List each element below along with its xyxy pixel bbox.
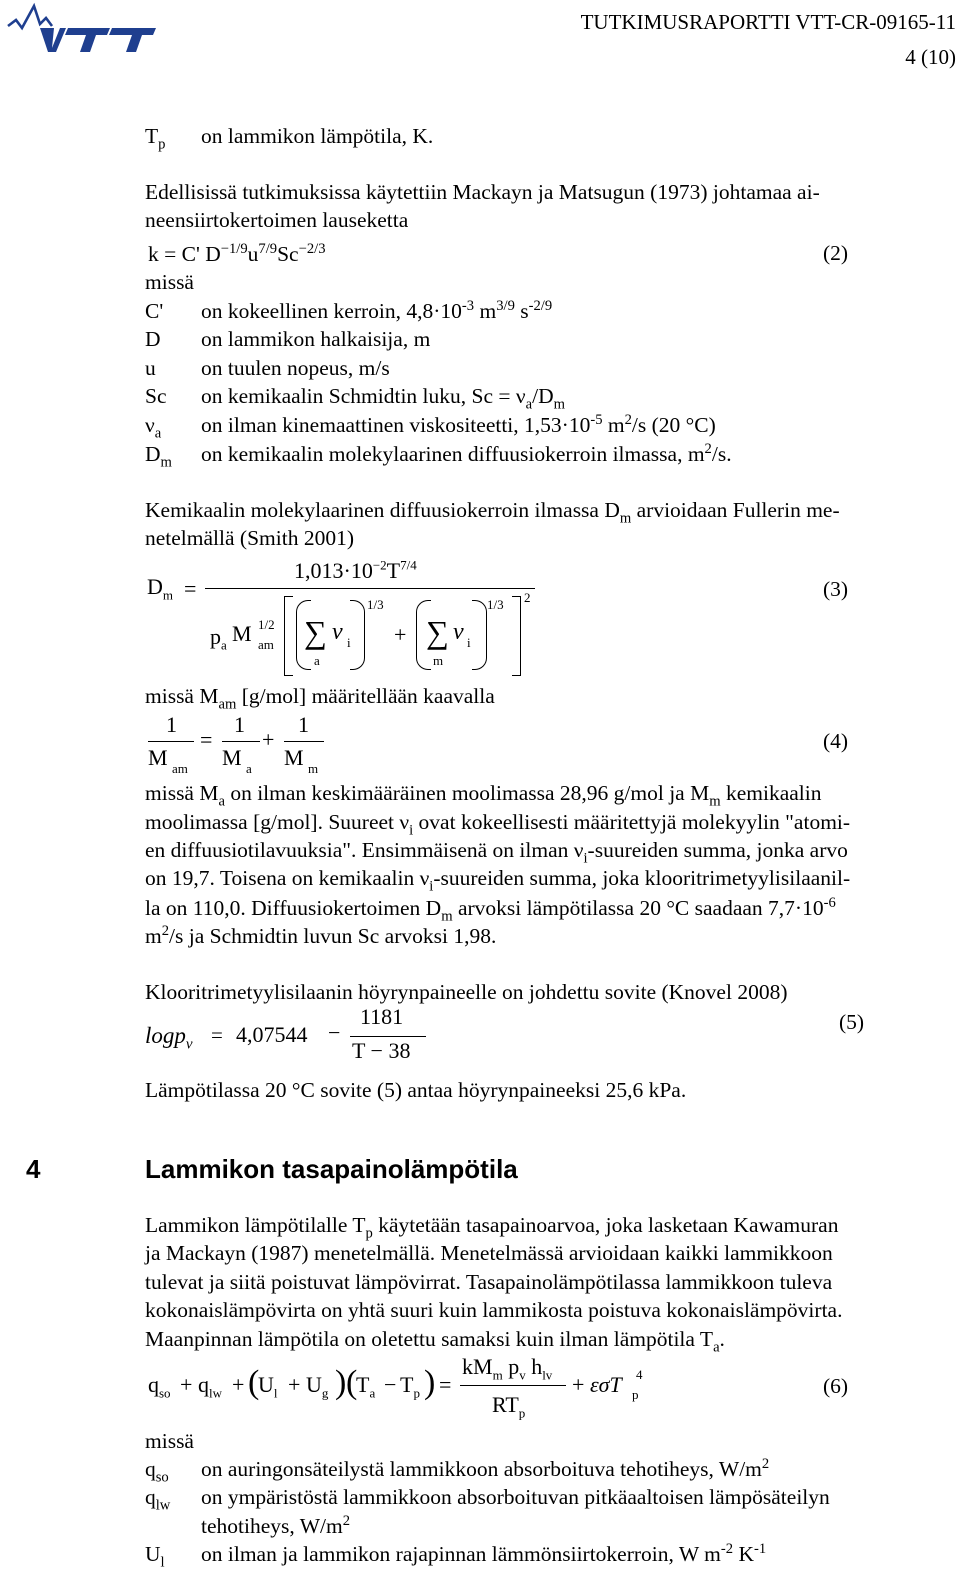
para4-line1: missä $M_a$ on ilman keskimääräinen moolimassa 28,96 g/mol ja $M_m$ kemikaalin	[145, 781, 822, 810]
para7-line5: Maanpinnan lämpötila on oletettu samaksi kuin ilman lämpötila $T_a$.	[145, 1327, 725, 1356]
para2-line2: netelmällä (Smith 2001)	[145, 526, 354, 550]
para3: missä $M_{am}$ [g/mol] määritellään kaavalla	[145, 684, 495, 713]
def-tp-text: on lammikon lämpötila, K.	[201, 124, 434, 148]
def-qlw-text-cont: tehotiheys, $W/m^2$	[201, 1512, 351, 1538]
def-sc-text: on kemikaalin Schmidtin luku, $Sc = \nu_a/D_m$	[201, 384, 565, 413]
equation-3-number: (3)	[823, 577, 849, 601]
para1-line2: neensiirtokertoimen lauseketta	[145, 208, 409, 232]
def-ul-text: on ilman ja lammikon rajapinnan lämmönsiirtokerroin, W $m^{-2}$ $K^{-1}$	[201, 1540, 767, 1566]
para2-line1: Kemikaalin molekylaarinen diffuusiokerroin ilmassa $D_m$ arvioidaan Fullerin me-	[145, 498, 840, 527]
report-id: TUTKIMUSRAPORTTI VTT-CR-09165-11	[580, 10, 956, 34]
para6: Lämpötilassa 20 °C sovite (5) antaa höyrynpaineeksi 25,6 kPa.	[145, 1078, 687, 1102]
section-number: 4	[26, 1154, 41, 1184]
where-label-2: missä	[145, 1429, 194, 1453]
def-c-text: on kokeellinen kerroin, $4,8\cdot 10^{-3}$ $m^{3/9}$ $s^{-2/9}$	[201, 297, 553, 323]
equation-2: k = C' $D^{-1/9}u^{7/9}Sc^{-2/3}$	[148, 240, 326, 266]
section-title: Lammikon tasapainolämpötila	[145, 1154, 518, 1184]
def-nua-symbol: $\nu_a$	[145, 413, 162, 442]
def-d-symbol: D	[145, 327, 161, 351]
def-c-symbol: C'	[145, 299, 164, 323]
def-qso-text: on auringonsäteilystä lammikkoon absorboituva tehotiheys, $W/m^2$	[201, 1455, 770, 1481]
def-dm-symbol: $D_m$	[145, 442, 172, 471]
def-u-text: on tuulen nopeus, m/s	[201, 356, 390, 380]
para5: Klooritrimetyylisilaanin höyrynpaineelle on johdettu sovite (Knovel 2008)	[145, 980, 788, 1004]
def-tp-symbol: $T_p$	[145, 124, 166, 153]
para4-line4: on 19,7. Toisena on kemikaalin $\nu_i$-suureiden summa, joka klooritrimetyylisilaanil-	[145, 866, 851, 895]
para4-line5: la on 110,0. Diffuusiokertoimen $D_m$ arvoksi lämpötilassa 20 °C saadaan $7,7\cdot 10^{-6}$	[145, 894, 836, 925]
def-nua-text: on ilman kinemaattinen viskositeetti, $1,53\cdot 10^{-5}$ $m^2/s$ (20 °C)	[201, 411, 716, 437]
def-qlw-text: on ympäristöstä lammikkoon absorboituvan pitkäaaltoisen lämpösäteilyn	[201, 1485, 830, 1509]
equation-6-number: (6)	[823, 1374, 849, 1398]
para1-line1: Edellisissä tutkimuksissa käytettiin Mackayn ja Matsugun (1973) johtamaa ai-	[145, 180, 820, 204]
vtt-logo	[6, 2, 158, 52]
para7-line1: Lammikon lämpötilalle $T_p$ käytetään tasapainoarvoa, joka lasketaan Kawamuran	[145, 1213, 839, 1242]
def-sc-symbol: Sc	[145, 384, 167, 408]
def-d-text: on lammikon halkaisija, m	[201, 327, 431, 351]
def-qlw-symbol: $q_{lw}$	[145, 1485, 171, 1514]
para4-line6: $m^2/s$ ja Schmidtin luvun Sc arvoksi 1,98.	[145, 922, 497, 948]
para7-line2: ja Mackayn (1987) menetelmällä. Menetelmässä arvioidaan kaikki lammikkoon	[145, 1241, 833, 1265]
where-label: missä	[145, 270, 194, 294]
para4-line2: moolimassa [g/mol]. Suureet $\nu_i$ ovat kokeellisesti määritettyjä molekyylin "atomi-	[145, 810, 851, 839]
para7-line3: tulevat ja siitä poistuvat lämpövirrat. Tasapainolämpötilassa lammikkoon tuleva	[145, 1270, 833, 1294]
equation-2-number: (2)	[823, 241, 849, 265]
def-qso-symbol: $q_{so}$	[145, 1457, 169, 1486]
def-ul-symbol: $U_l$	[145, 1542, 165, 1571]
equation-5-number: (5)	[839, 1010, 865, 1034]
para7-line4: kokonaislämpövirta on yhtä suuri kuin lammikosta poistuva kokonaislämpövirta.	[145, 1298, 843, 1322]
def-u-symbol: u	[145, 356, 156, 380]
equation-4-number: (4)	[823, 729, 849, 753]
page-number: 4 (10)	[905, 45, 956, 69]
def-dm-text: on kemikaalin molekylaarinen diffuusiokerroin ilmassa, $m^2/s$.	[201, 440, 732, 466]
para4-line3: en diffuusiotilavuuksia". Ensimmäisenä on ilman $\nu_i$-suureiden summa, jonka arvo	[145, 838, 848, 867]
